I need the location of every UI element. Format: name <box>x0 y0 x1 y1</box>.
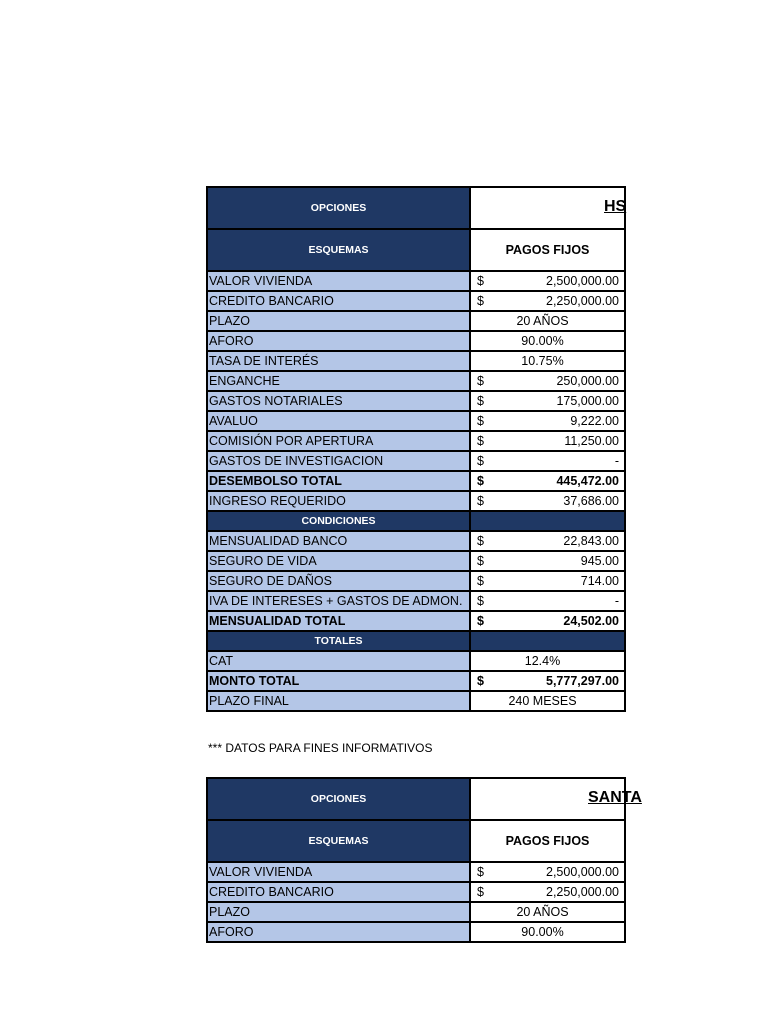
row-value <box>470 571 625 591</box>
bank-name-cell <box>470 778 642 820</box>
row-label: COMISIÓN POR APERTURA <box>207 431 470 451</box>
scheme-value: PAGOS FIJOS <box>470 229 625 271</box>
row-value <box>470 671 625 691</box>
table-row <box>207 391 625 411</box>
row-label: SEGURO DE DAÑOS <box>207 571 470 591</box>
amount: 945.00 <box>580 554 619 568</box>
table-row <box>207 331 625 351</box>
row-label: MONTO TOTAL <box>207 671 470 691</box>
row-label: TASA DE INTERÉS <box>207 351 470 371</box>
table-row <box>207 651 625 671</box>
currency-symbol: $ <box>477 574 484 588</box>
row-label: CAT <box>207 651 470 671</box>
row-label: INGRESO REQUERIDO <box>207 491 470 511</box>
row-label: PLAZO <box>207 902 470 922</box>
row-value <box>470 531 625 551</box>
amount: 2,250,000.00 <box>546 294 619 308</box>
row-value <box>470 411 625 431</box>
hsbc-comparison-table <box>206 186 627 712</box>
row-label: DESEMBOLSO TOTAL <box>207 471 470 491</box>
table-row <box>207 291 625 311</box>
row-label: VALOR VIVIENDA <box>207 862 470 882</box>
schemes-header: ESQUEMAS <box>207 820 470 862</box>
table-row <box>207 311 625 331</box>
row-value <box>470 311 625 331</box>
centered-value: 90.00% <box>521 925 564 939</box>
row-value <box>470 371 625 391</box>
currency-symbol: $ <box>477 394 484 408</box>
row-value <box>470 551 625 571</box>
centered-value: 240 MESES <box>508 694 577 708</box>
schemes-row <box>207 229 625 271</box>
row-value <box>470 351 625 371</box>
table-row <box>207 671 625 691</box>
table-row <box>207 491 625 511</box>
row-label: CREDITO BANCARIO <box>207 291 470 311</box>
row-label: VALOR VIVIENDA <box>207 271 470 291</box>
amount: - <box>614 454 619 468</box>
row-value <box>470 691 625 711</box>
table-row <box>207 431 625 451</box>
row-label: CREDITO BANCARIO <box>207 882 470 902</box>
currency-symbol: $ <box>477 454 484 468</box>
section-header: TOTALES <box>207 631 470 651</box>
table-1 <box>206 186 626 712</box>
centered-value: 12.4% <box>524 654 561 668</box>
row-label: AVALUO <box>207 411 470 431</box>
table-row <box>207 922 625 942</box>
table-row <box>207 551 625 571</box>
currency-symbol: $ <box>477 614 484 628</box>
currency-symbol: $ <box>477 885 484 899</box>
currency-symbol: $ <box>477 474 484 488</box>
scheme-value: PAGOS FIJOS <box>470 820 625 862</box>
amount: - <box>614 594 619 608</box>
amount: 37,686.00 <box>563 494 619 508</box>
schemes-row <box>207 820 625 862</box>
row-label: PLAZO FINAL <box>207 691 470 711</box>
options-row <box>207 187 625 229</box>
currency-symbol: $ <box>477 494 484 508</box>
table-row <box>207 862 625 882</box>
table-row <box>207 351 625 371</box>
table-row <box>207 882 625 902</box>
row-label: MENSUALIDAD BANCO <box>207 531 470 551</box>
row-value <box>470 451 625 471</box>
currency-symbol: $ <box>477 534 484 548</box>
currency-symbol: $ <box>477 434 484 448</box>
section-row <box>207 511 625 531</box>
row-value <box>470 471 625 491</box>
table-2 <box>206 777 642 943</box>
table-row <box>207 451 625 471</box>
currency-symbol: $ <box>477 865 484 879</box>
centered-value: 90.00% <box>521 334 564 348</box>
centered-value: 20 AÑOS <box>516 314 569 328</box>
row-label: PLAZO <box>207 311 470 331</box>
table-row <box>207 571 625 591</box>
table-row <box>207 371 625 391</box>
amount: 250,000.00 <box>556 374 619 388</box>
bank-name-cell <box>470 187 625 229</box>
row-value <box>470 882 625 902</box>
options-row <box>207 778 625 820</box>
table-row <box>207 531 625 551</box>
row-label: SEGURO DE VIDA <box>207 551 470 571</box>
table-row <box>207 902 625 922</box>
row-label: MENSUALIDAD TOTAL <box>207 611 470 631</box>
row-value <box>470 862 625 882</box>
row-value <box>470 331 625 351</box>
row-value <box>470 611 625 631</box>
currency-symbol: $ <box>477 274 484 288</box>
table-row <box>207 691 625 711</box>
amount: 9,222.00 <box>570 414 619 428</box>
table-row <box>207 471 625 491</box>
currency-symbol: $ <box>477 374 484 388</box>
currency-symbol: $ <box>477 554 484 568</box>
amount: 175,000.00 <box>556 394 619 408</box>
row-label: AFORO <box>207 331 470 351</box>
santander-comparison-table <box>206 777 642 943</box>
centered-value: 20 AÑOS <box>516 905 569 919</box>
amount: 445,472.00 <box>556 474 619 488</box>
section-header: CONDICIONES <box>207 511 470 531</box>
section-header-filler <box>470 631 625 651</box>
row-value <box>470 491 625 511</box>
row-value <box>470 591 625 611</box>
amount: 5,777,297.00 <box>546 674 619 688</box>
table-row <box>207 611 625 631</box>
row-label: GASTOS DE INVESTIGACION <box>207 451 470 471</box>
currency-symbol: $ <box>477 674 484 688</box>
table-row <box>207 271 625 291</box>
section-row <box>207 631 625 651</box>
bank-name: SANTA <box>588 789 642 806</box>
bank-name: HS <box>604 198 627 215</box>
amount: 24,502.00 <box>563 614 619 628</box>
amount: 2,500,000.00 <box>546 274 619 288</box>
row-value <box>470 431 625 451</box>
section-header-filler <box>470 511 625 531</box>
currency-symbol: $ <box>477 414 484 428</box>
disclaimer-note: *** DATOS PARA FINES INFORMATIVOS <box>208 741 433 755</box>
options-header: OPCIONES <box>207 187 470 229</box>
table-row <box>207 411 625 431</box>
schemes-header: ESQUEMAS <box>207 229 470 271</box>
row-label: IVA DE INTERESES + GASTOS DE ADMON. <box>207 591 470 611</box>
row-label: GASTOS NOTARIALES <box>207 391 470 411</box>
amount: 11,250.00 <box>564 434 619 448</box>
row-label: ENGANCHE <box>207 371 470 391</box>
amount: 2,250,000.00 <box>546 885 619 899</box>
amount: 714.00 <box>580 574 619 588</box>
currency-symbol: $ <box>477 594 484 608</box>
row-value <box>470 902 625 922</box>
row-value <box>470 291 625 311</box>
row-value <box>470 391 625 411</box>
row-label: AFORO <box>207 922 470 942</box>
row-value <box>470 651 625 671</box>
row-value <box>470 922 625 942</box>
currency-symbol: $ <box>477 294 484 308</box>
amount: 2,500,000.00 <box>546 865 619 879</box>
row-value <box>470 271 625 291</box>
amount: 22,843.00 <box>563 534 619 548</box>
table-row <box>207 591 625 611</box>
centered-value: 10.75% <box>521 354 564 368</box>
options-header: OPCIONES <box>207 778 470 820</box>
